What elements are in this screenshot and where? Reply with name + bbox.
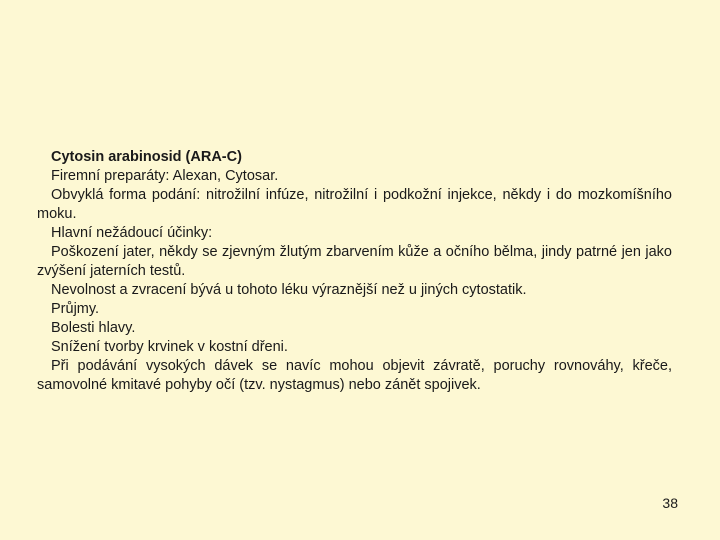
slide-title: Cytosin arabinosid (ARA-C) xyxy=(51,149,242,165)
paragraph-nausea: Nevolnost a zvracení bývá u tohoto léku výraznější než u jiných cytostatik. xyxy=(51,282,527,298)
paragraph-liver-damage: Poškození jater, někdy se zjevným žlutým zbarvením kůže a očního bělma, jindy patrné jen jako zvýšení jaterních testů. xyxy=(37,244,672,279)
paragraph-diarrhea: Průjmy. xyxy=(51,301,100,317)
slide-content xyxy=(37,148,672,395)
paragraph-high-dose-effects: Při podávání vysokých dávek se navíc mohou objevit závratě, poruchy rovnováhy, křeče, samovolné kmitavé pohyby očí (tzv. nystagmus) nebo zánět spojivek. xyxy=(37,358,672,393)
paragraph-administration: Obvyklá forma podání: nitrožilní infúze, nitrožilní i podkožní injekce, někdy i do mozkomíšního moku. xyxy=(37,187,672,222)
paragraph-side-effects-heading: Hlavní nežádoucí účinky: xyxy=(51,225,213,241)
paragraph-brand-names: Firemní preparáty: Alexan, Cytosar. xyxy=(51,168,279,184)
paragraph-headache: Bolesti hlavy. xyxy=(51,320,136,336)
paragraph-bone-marrow: Snížení tvorby krvinek v kostní dřeni. xyxy=(51,339,288,355)
page-number: 38 xyxy=(662,495,678,511)
